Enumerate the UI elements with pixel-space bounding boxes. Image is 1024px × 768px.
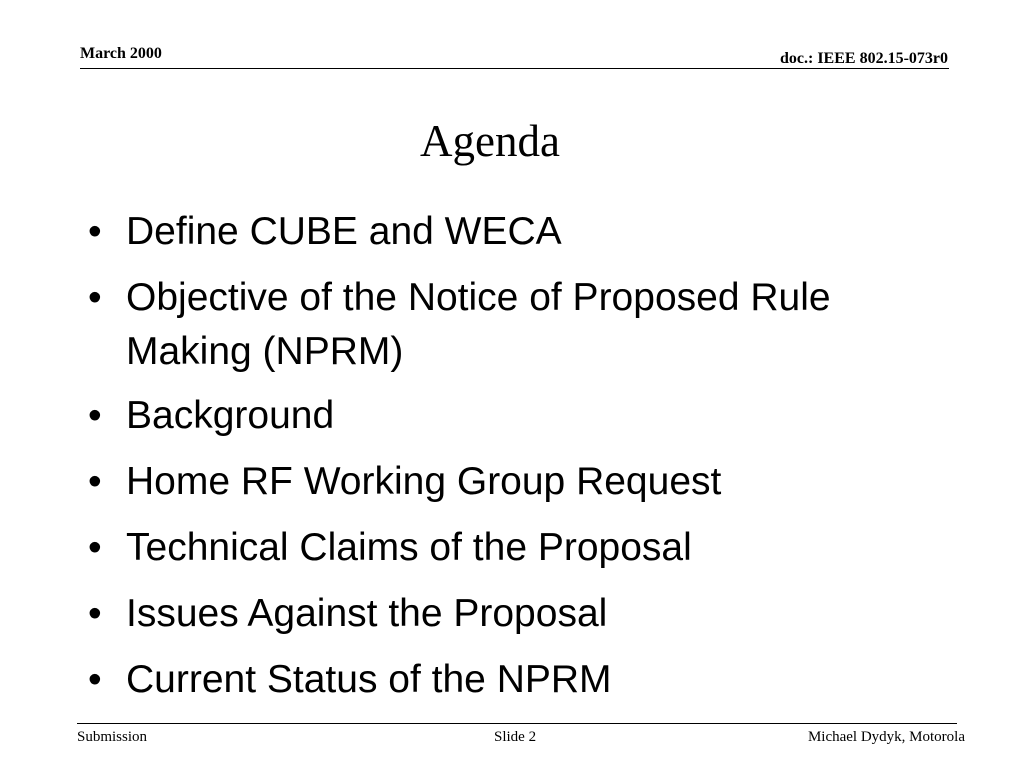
bullet-icon: • [88,276,102,319]
agenda-item [88,587,607,641]
agenda-item-text: Objective of the Notice of Proposed Rule Making (NPRM) [126,276,831,373]
footer-divider [77,723,957,724]
agenda-item [88,455,721,509]
agenda-item [88,521,692,575]
bullet-icon: • [88,460,102,503]
footer-slide-number: Slide 2 [494,729,537,745]
agenda-item-text: Background [126,394,335,437]
slide-title: Agenda [420,116,560,166]
agenda-item [88,389,334,443]
agenda-item-text: Current Status of the NPRM [126,658,612,701]
bullet-icon: • [88,394,102,437]
footer-author: Michael Dydyk, Motorola [807,729,965,745]
bullet-icon: • [88,210,102,253]
agenda-item-text: Home RF Working Group Request [126,460,722,503]
header-date: March 2000 [80,45,162,62]
bullet-icon: • [88,526,102,569]
agenda-item [88,205,562,259]
agenda-item-text: Define CUBE and WECA [126,210,562,253]
agenda-item [88,653,612,707]
header-doc-id: doc.: IEEE 802.15-073r0 [780,50,948,67]
footer-submission: Submission [77,729,148,745]
agenda-item [88,271,866,379]
bullet-icon: • [88,592,102,635]
agenda-item-text: Technical Claims of the Proposal [126,526,692,569]
agenda-item-text: Issues Against the Proposal [126,592,608,635]
bullet-icon: • [88,658,102,701]
